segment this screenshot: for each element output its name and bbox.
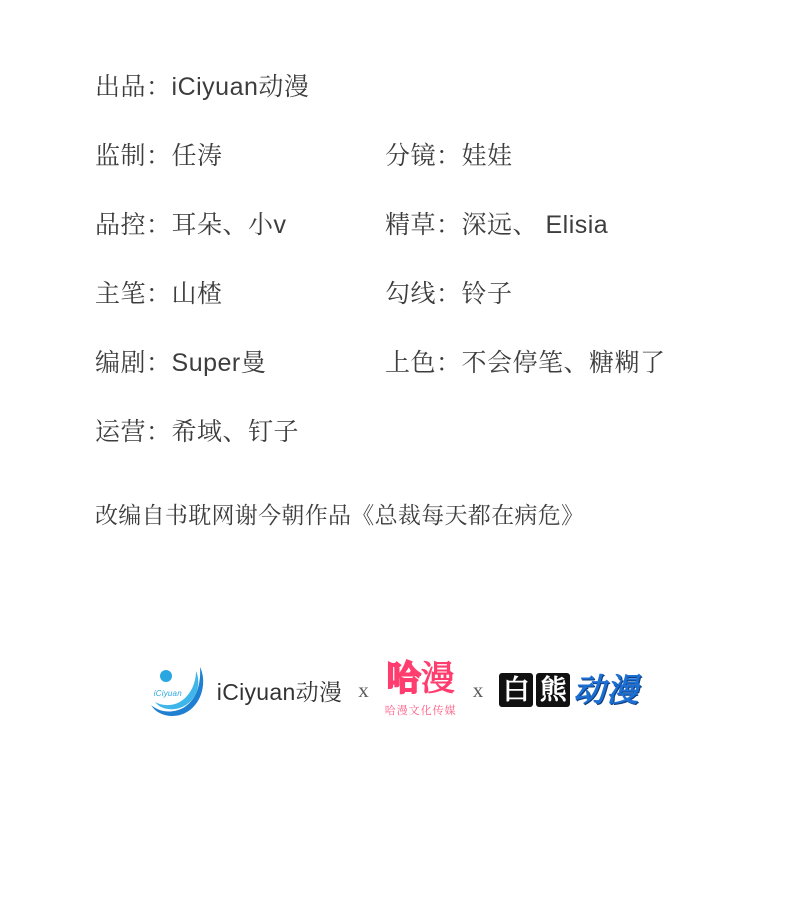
credit-entry-lead-artist (95, 279, 385, 309)
credit-row (95, 210, 735, 279)
hamman-char-2: 漫 (420, 659, 455, 699)
credit-row (95, 279, 735, 348)
credit-row (95, 72, 735, 141)
baixiong-blue-text: 动漫 (573, 671, 640, 709)
credit-label: 勾线： (385, 280, 462, 308)
hamman-mark (386, 659, 455, 699)
logo-separator: x (472, 677, 484, 702)
credit-value: 深远、 Elisia (461, 211, 609, 239)
credit-entry-operations (95, 417, 385, 447)
logo-hamman (384, 659, 457, 718)
credit-entry-supervisor (95, 141, 385, 171)
logo-baixiong (499, 673, 639, 707)
iciyuan-wave-icon (146, 659, 208, 721)
hamman-char-1: 哈 (386, 659, 421, 699)
credit-row (95, 141, 735, 210)
credit-label: 上色： (385, 349, 462, 377)
logo-strip (0, 635, 785, 745)
adaptation-note: 改编自书耽网谢今朝作品《总裁每天都在病危》 (95, 502, 585, 528)
credit-label: 品控： (95, 211, 172, 239)
credit-value: 不会停笔、糖糊了 (461, 349, 666, 377)
credit-entry-sketch (385, 210, 735, 240)
credit-row (95, 348, 735, 417)
credit-entry-coloring (385, 348, 735, 378)
credit-value: 任涛 (171, 142, 223, 170)
credit-row (95, 417, 735, 486)
credit-value: 希域、钉子 (171, 418, 300, 446)
credit-entry-lineart (385, 279, 735, 309)
baixiong-chip-1: 白 (499, 673, 533, 707)
logo-separator: x (358, 677, 369, 702)
credit-value: 山楂 (171, 280, 223, 308)
credits-list (95, 72, 735, 486)
credit-value: 耳朵、小v (171, 211, 287, 239)
credit-label: 编剧： (95, 349, 172, 377)
credit-value: 娃娃 (461, 142, 513, 170)
hamman-subtitle: 哈漫文化传媒 (384, 705, 457, 717)
credit-value: Super曼 (171, 349, 267, 377)
credit-entry-producer (95, 72, 385, 102)
credit-entry-screenwriter (95, 348, 385, 378)
credit-value: 铃子 (461, 280, 513, 308)
credit-label: 精草： (385, 211, 462, 239)
credit-entry-storyboard (385, 141, 735, 171)
credit-label: 监制： (95, 142, 172, 170)
baixiong-chip-2: 熊 (536, 673, 570, 707)
iciyuan-mark-text: iCiyuan (153, 689, 182, 698)
iciyuan-name: iCiyuan动漫 (216, 678, 343, 705)
credit-label: 分镜： (385, 142, 462, 170)
credit-label: 主笔： (95, 280, 172, 308)
credit-label: 出品： (95, 73, 172, 101)
logo-iciyuan (146, 659, 342, 721)
credit-entry-quality-control (95, 210, 385, 240)
credit-label: 运营： (95, 418, 172, 446)
credit-value: iCiyuan动漫 (171, 73, 310, 101)
